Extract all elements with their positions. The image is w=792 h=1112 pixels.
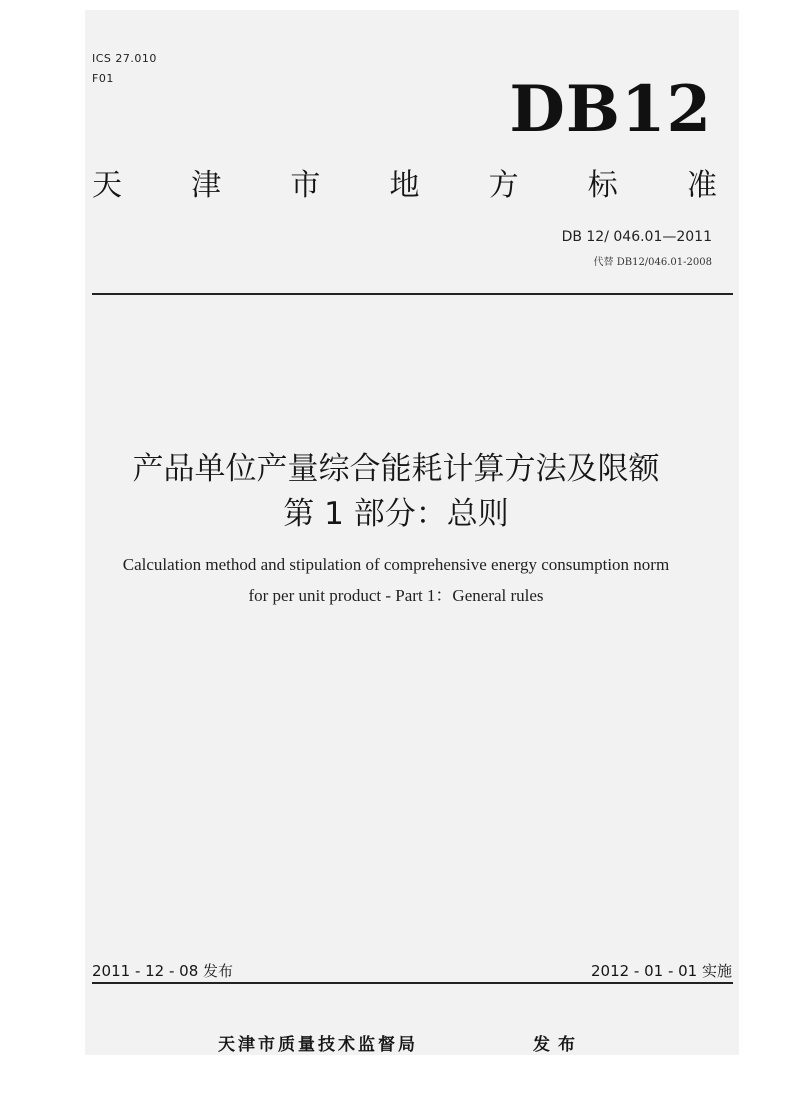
standard-logo: DB12 (509, 72, 712, 147)
standard-type-char: 标 (587, 168, 618, 203)
standard-type-char: 地 (389, 168, 420, 203)
publisher-name: 天津市质量技术监督局 (218, 1035, 418, 1055)
replaces-note: 代替 DB12/046.01-2008 (593, 257, 712, 268)
bottom-divider (92, 982, 733, 984)
title-english-line1: Calculation method and stipulation of comprehensive energy consumption norm (122, 555, 670, 574)
standard-type-char: 市 (290, 168, 321, 203)
top-divider (92, 293, 733, 295)
ics-code: ICS 27.010 (92, 52, 157, 65)
category-code: F01 (92, 72, 114, 85)
publish-label: 发布 (533, 1035, 583, 1055)
standard-type-char: 天 (92, 168, 122, 203)
title-english-line2: for per unit product - Part 1：General rules (248, 586, 544, 605)
standard-type-heading (92, 166, 717, 206)
title-chinese-line2: 第 1 部分：总则 (283, 496, 509, 532)
implementation-date: 2012 - 01 - 01 实施 (590, 962, 732, 980)
issue-date: 2011 - 12 - 08 发布 (92, 962, 234, 980)
standard-number: DB 12/ 046.01—2011 (561, 229, 712, 245)
standard-type-char: 方 (488, 168, 519, 203)
standard-type-char: 津 (191, 168, 222, 203)
standard-type-char: 准 (686, 168, 717, 203)
title-chinese-line1: 产品单位产量综合能耗计算方法及限额 (132, 451, 660, 487)
